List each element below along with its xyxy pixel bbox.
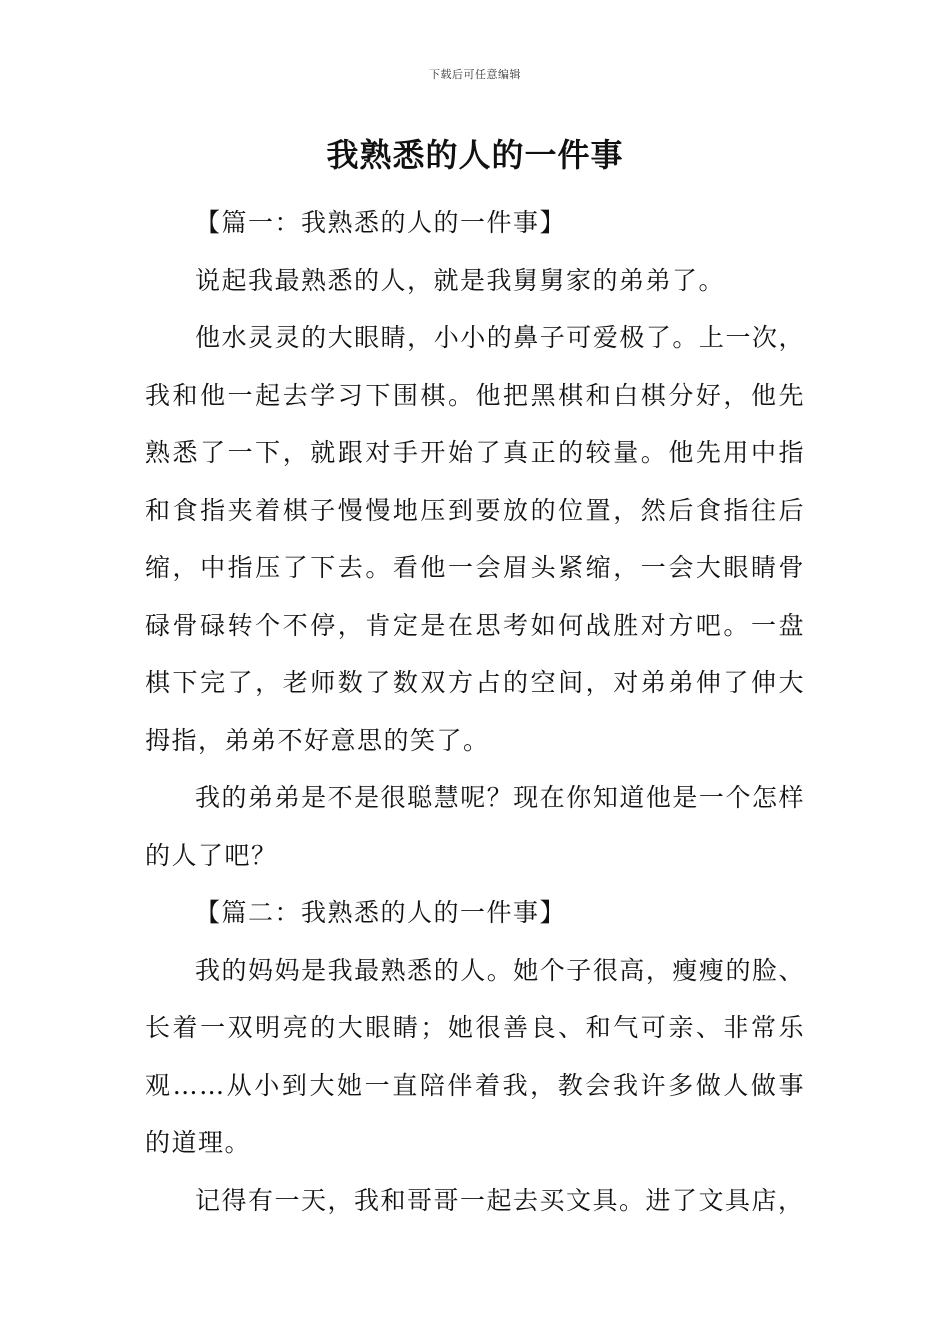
section-heading-1: 【篇一：我熟悉的人的一件事】 <box>195 208 567 237</box>
paragraph: 说起我最熟悉的人，就是我舅舅家的弟弟了。 <box>195 265 726 295</box>
paragraph: 我的妈妈是我最熟悉的人。她个子很高，瘦瘦的脸、长着一双明亮的大眼睛；她很善良、和气可亲、非常乐观……从小到大她一直陪伴着我，教会我许多做人做事的道理。 <box>145 955 805 1157</box>
document-body <box>145 194 805 1229</box>
section-heading-2: 【篇二：我熟悉的人的一件事】 <box>195 898 567 927</box>
header-note: 下载后可任意编辑 <box>429 68 521 81</box>
paragraph: 记得有一天，我和哥哥一起去买文具。进了文具店， <box>195 1185 805 1215</box>
document-title: 我熟悉的人的一件事 <box>326 136 624 174</box>
paragraph: 他水灵灵的大眼睛，小小的鼻子可爱极了。上一次，我和他一起去学习下围棋。他把黑棋和白棋分好，他先熟悉了一下，就跟对手开始了真正的较量。他先用中指和食指夹着棋子慢慢地压到要放的位置，然后食指往后缩，中指压了下去。看他一会眉头紧缩，一会大眼睛骨碌骨碌转个不停，肯定是在思考如何战胜对方吧。一盘棋下完了，老师数了数双方占的空间，对弟弟伸了伸大拇指，弟弟不好意思的笑了。 <box>145 323 805 755</box>
paragraph: 我的弟弟是不是很聪慧呢？现在你知道他是一个怎样的人了吧？ <box>145 783 805 870</box>
